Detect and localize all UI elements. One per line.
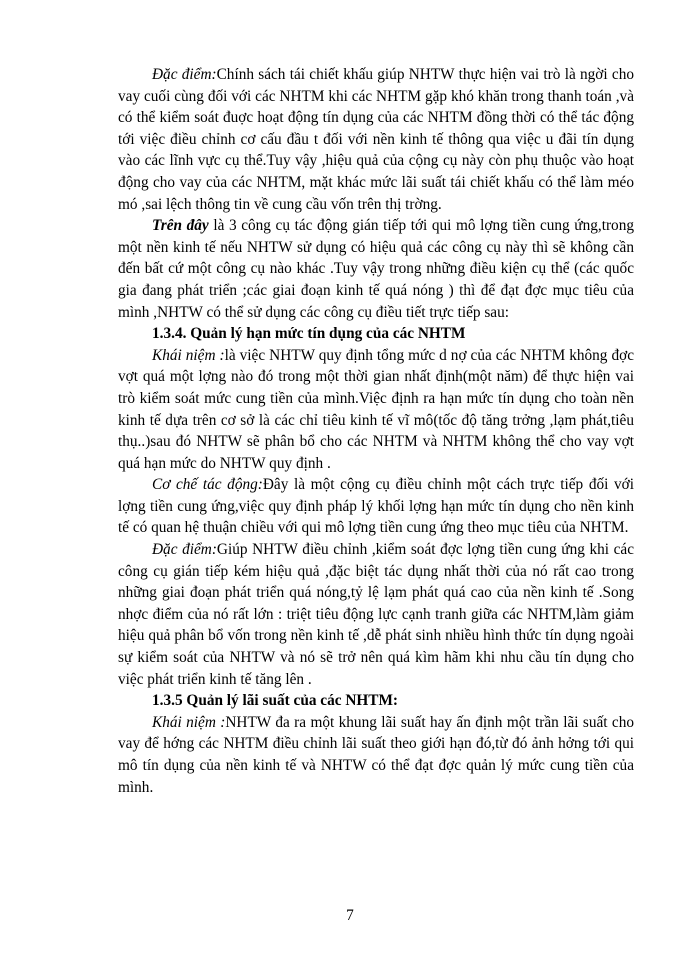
paragraph-dac-diem-han-muc — [118, 539, 634, 690]
paragraph-text: NHTW đa ra một khung lãi suất hay ấn định một trần lãi suất cho vay để hớng các NHTM điều chỉnh lãi suất theo giới hạn đó,từ đó ảnh hởng tới qui mô tín dụng của nền kinh tế và NHTW có thể đạt đợc quản lý mức cung tiền của mình. — [118, 713, 634, 796]
section-heading-1-3-4: 1.3.4. Quản lý hạn mức tín dụng của các NHTM — [152, 325, 466, 343]
paragraph-tren-day — [118, 215, 634, 323]
paragraph-text: Đây là một cộng cụ điều chỉnh một cách trực tiếp đối với lợng tiền cung ứng,việc quy định pháp lý khối lợng hạn mức tín dụng cho nền kinh tế có quan hệ thuận chiều với qui mô lợng tiền cung ứng theo mục tiêu của NHTM. — [118, 476, 634, 537]
paragraph-label: Cơ chế tác động: — [152, 476, 263, 494]
paragraph-label: Khái niệm : — [152, 713, 226, 731]
paragraph-label: Khái niệm : — [152, 346, 225, 364]
paragraph-label: Đặc điểm: — [152, 66, 217, 83]
paragraph-label: Trên đây — [152, 217, 209, 235]
paragraph-khai-niem-han-muc — [118, 345, 634, 475]
paragraph-co-che-tac-dong — [118, 474, 634, 539]
paragraph-text: là việc NHTW quy định tổng mức d nợ của các NHTM không đợc vợt quá một lợng nào đó trong một thời gian nhất định(một năm) để thực hiện vai trò kiểm soát mức cung tiền của mình.Việc định ra hạn mức tín dụng cho toàn nền kinh tế dựa trên cơ sở là các chỉ tiêu kinh tế vĩ mô(tốc độ tăng trởng ,lạm phát,tiêu thụ..)sau đó NHTW sẽ phân bổ cho các NHTM và NHTM không thể cho vay vợt quá hạn mức do NHTW quy định . — [118, 346, 634, 472]
paragraph-dac-diem-tai-chiet-khau — [118, 64, 634, 215]
paragraph-text: Giúp NHTW điều chỉnh ,kiểm soát đợc lợng tiền cung ứng khi các công cụ gián tiếp kém hiệu quả ,đặc biệt tác dụng nhất thời của nó rất cao trong những giai đoạn phát triển quá nóng,tỷ lệ lạm phát quá cao của nền kinh tế .Song nhợc điểm của nó rất lớn : triệt tiêu động lực cạnh tranh giữa các NHTM,làm giảm hiệu quả phân bổ vốn trong nền kinh tế ,dễ phát sinh nhiều hình thức tín dụng ngoài sự kiểm soát của NHTW và nó sẽ trở nên quá kìm hãm khi nhu cầu tín dụng cho việc phát triển kinh tế tăng lên . — [118, 541, 635, 688]
paragraph-khai-niem-lai-suat — [118, 712, 634, 798]
section-heading-1-3-5: 1.3.5 Quản lý lãi suất của các NHTM: — [152, 692, 399, 710]
body-text — [118, 64, 634, 798]
paragraph-text: Chính sách tái chiết khấu giúp NHTW thực hiện vai trò là ngời cho vay cuối cùng đối với các NHTM khi các NHTM gặp khó khăn trong thanh toán ,và có thể kiểm soát đuợc hoạt động tín dụng của các NHTM đồng thời có thể tác động tới việc điều chỉnh cơ cấu đầu t đối với nền kinh tế thông qua việc u đãi tín dụng vào các lĩnh vực cụ thể.Tuy vậy ,hiệu quả của cộng cụ này còn phụ thuộc vào hoạt động cho vay của các NHTM, mặt khác mức lãi suất tái chiết khấu có thể làm méo mó ,sai lệch thông tin về cung cầu vốn trên thị trờng. — [118, 66, 634, 213]
paragraph-label: Đặc điểm: — [152, 541, 217, 559]
paragraph-text: là 3 công cụ tác động gián tiếp tới qui mô lợng tiền cung ứng,trong một nền kinh tế nếu NHTW sử dụng có hiệu quả các công cụ này thì sẽ không cần đến bất cứ một công cụ nào khác .Tuy vậy trong những điều kiện cụ thể (các quốc gia đang phát triển ;các giai đoạn kinh tế quá nóng ) thì để đạt đợc mục tiêu của mình ,NHTW có thể sử dụng các công cụ điều tiết trực tiếp sau: — [118, 217, 634, 321]
page-number: 7 — [346, 907, 354, 924]
